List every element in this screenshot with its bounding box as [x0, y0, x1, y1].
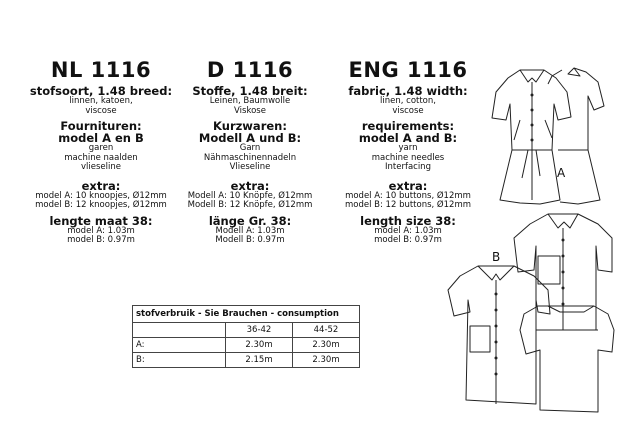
- fabric-line: viscose: [85, 105, 117, 116]
- extra-heading: extra:: [388, 178, 428, 193]
- length-line: model B: 0.97m: [374, 235, 442, 245]
- table-cell: 2.30m: [293, 353, 360, 368]
- fabric-heading: fabric, 1.48 width:: [348, 84, 468, 98]
- fabric-heading: stofsoort, 1.48 breed:: [29, 84, 173, 98]
- requirements-heading: Modell A und B:: [198, 131, 302, 145]
- requirements-heading: Kurzwaren:: [213, 119, 287, 133]
- length-heading: lengte maat 38:: [49, 213, 153, 228]
- requirement-line: machine needles: [371, 152, 445, 163]
- code-en: ENG 1116: [348, 58, 468, 82]
- requirement-line: garen: [88, 143, 114, 153]
- fabric-line: Leinen, Baumwolle: [209, 96, 291, 106]
- model-a-front-drawing: [492, 70, 571, 204]
- fabric-heading: Stoffe, 1.48 breit:: [192, 84, 308, 98]
- model-b-back-drawing: [520, 306, 614, 412]
- fabric-line: linen, cotton,: [380, 96, 436, 106]
- extra-line: model B: 12 knoopjes, Ø12mm: [35, 200, 167, 210]
- length-line: model B: 0.97m: [67, 235, 135, 245]
- requirements-heading: model A and B:: [358, 131, 458, 145]
- model-a-back-drawing: [548, 68, 604, 204]
- fabric-line: linnen, katoen,: [69, 96, 133, 106]
- length-line: model A: 1.03m: [67, 225, 135, 236]
- requirements-heading: requirements:: [361, 119, 455, 133]
- requirement-line: Nähmaschinennadeln: [203, 152, 297, 163]
- model-a-label: A: [557, 166, 566, 180]
- extra-line: model A: 10 buttons, Ø12mm: [345, 190, 471, 201]
- model-b-front-drawing: [448, 266, 550, 404]
- length-line: Modell A: 1.03m: [215, 225, 285, 236]
- length-line: Modell B: 0.97m: [215, 235, 285, 245]
- requirement-line: vlieseline: [81, 162, 121, 172]
- extra-heading: extra:: [230, 178, 270, 193]
- requirement-line: Garn: [239, 143, 261, 153]
- extra-heading: extra:: [81, 178, 121, 193]
- extra-line: Modell B: 12 Knöpfe, Ø12mm: [187, 200, 313, 210]
- requirements-heading: model A en B: [58, 131, 144, 145]
- size-header: 36-42: [226, 323, 293, 338]
- requirement-line: yarn: [398, 143, 418, 153]
- size-header: 44-52: [293, 323, 360, 338]
- table-cell: 2.15m: [226, 353, 293, 368]
- extra-line: model A: 10 knoopjes, Ø12mm: [35, 190, 167, 201]
- row-label: A:: [133, 338, 226, 353]
- model-b-label: B: [492, 250, 501, 264]
- extra-line: model B: 12 buttons, Ø12mm: [344, 200, 472, 210]
- table-cell: 2.30m: [293, 338, 360, 353]
- model-b-back-drawing: [514, 214, 612, 330]
- requirements-heading: Fournituren:: [60, 119, 142, 133]
- length-heading: länge Gr. 38:: [208, 213, 292, 228]
- fabric-line: viscose: [392, 105, 424, 116]
- table-cell: 2.30m: [226, 338, 293, 353]
- requirement-line: Interfacing: [385, 162, 431, 172]
- requirement-line: machine naalden: [64, 152, 138, 163]
- length-line: model A: 1.03m: [374, 225, 442, 236]
- code-nl: NL 1116: [50, 58, 152, 82]
- extra-line: Modell A: 10 Knöpfe, Ø12mm: [187, 190, 313, 201]
- table-header: stofverbruik - Sie Brauchen - consumption: [133, 306, 360, 323]
- code-de: D 1116: [206, 58, 294, 82]
- fabric-line: Viskose: [234, 105, 266, 116]
- length-heading: length size 38:: [360, 213, 456, 228]
- row-label: B:: [133, 353, 226, 368]
- requirement-line: Vlieseline: [229, 162, 271, 172]
